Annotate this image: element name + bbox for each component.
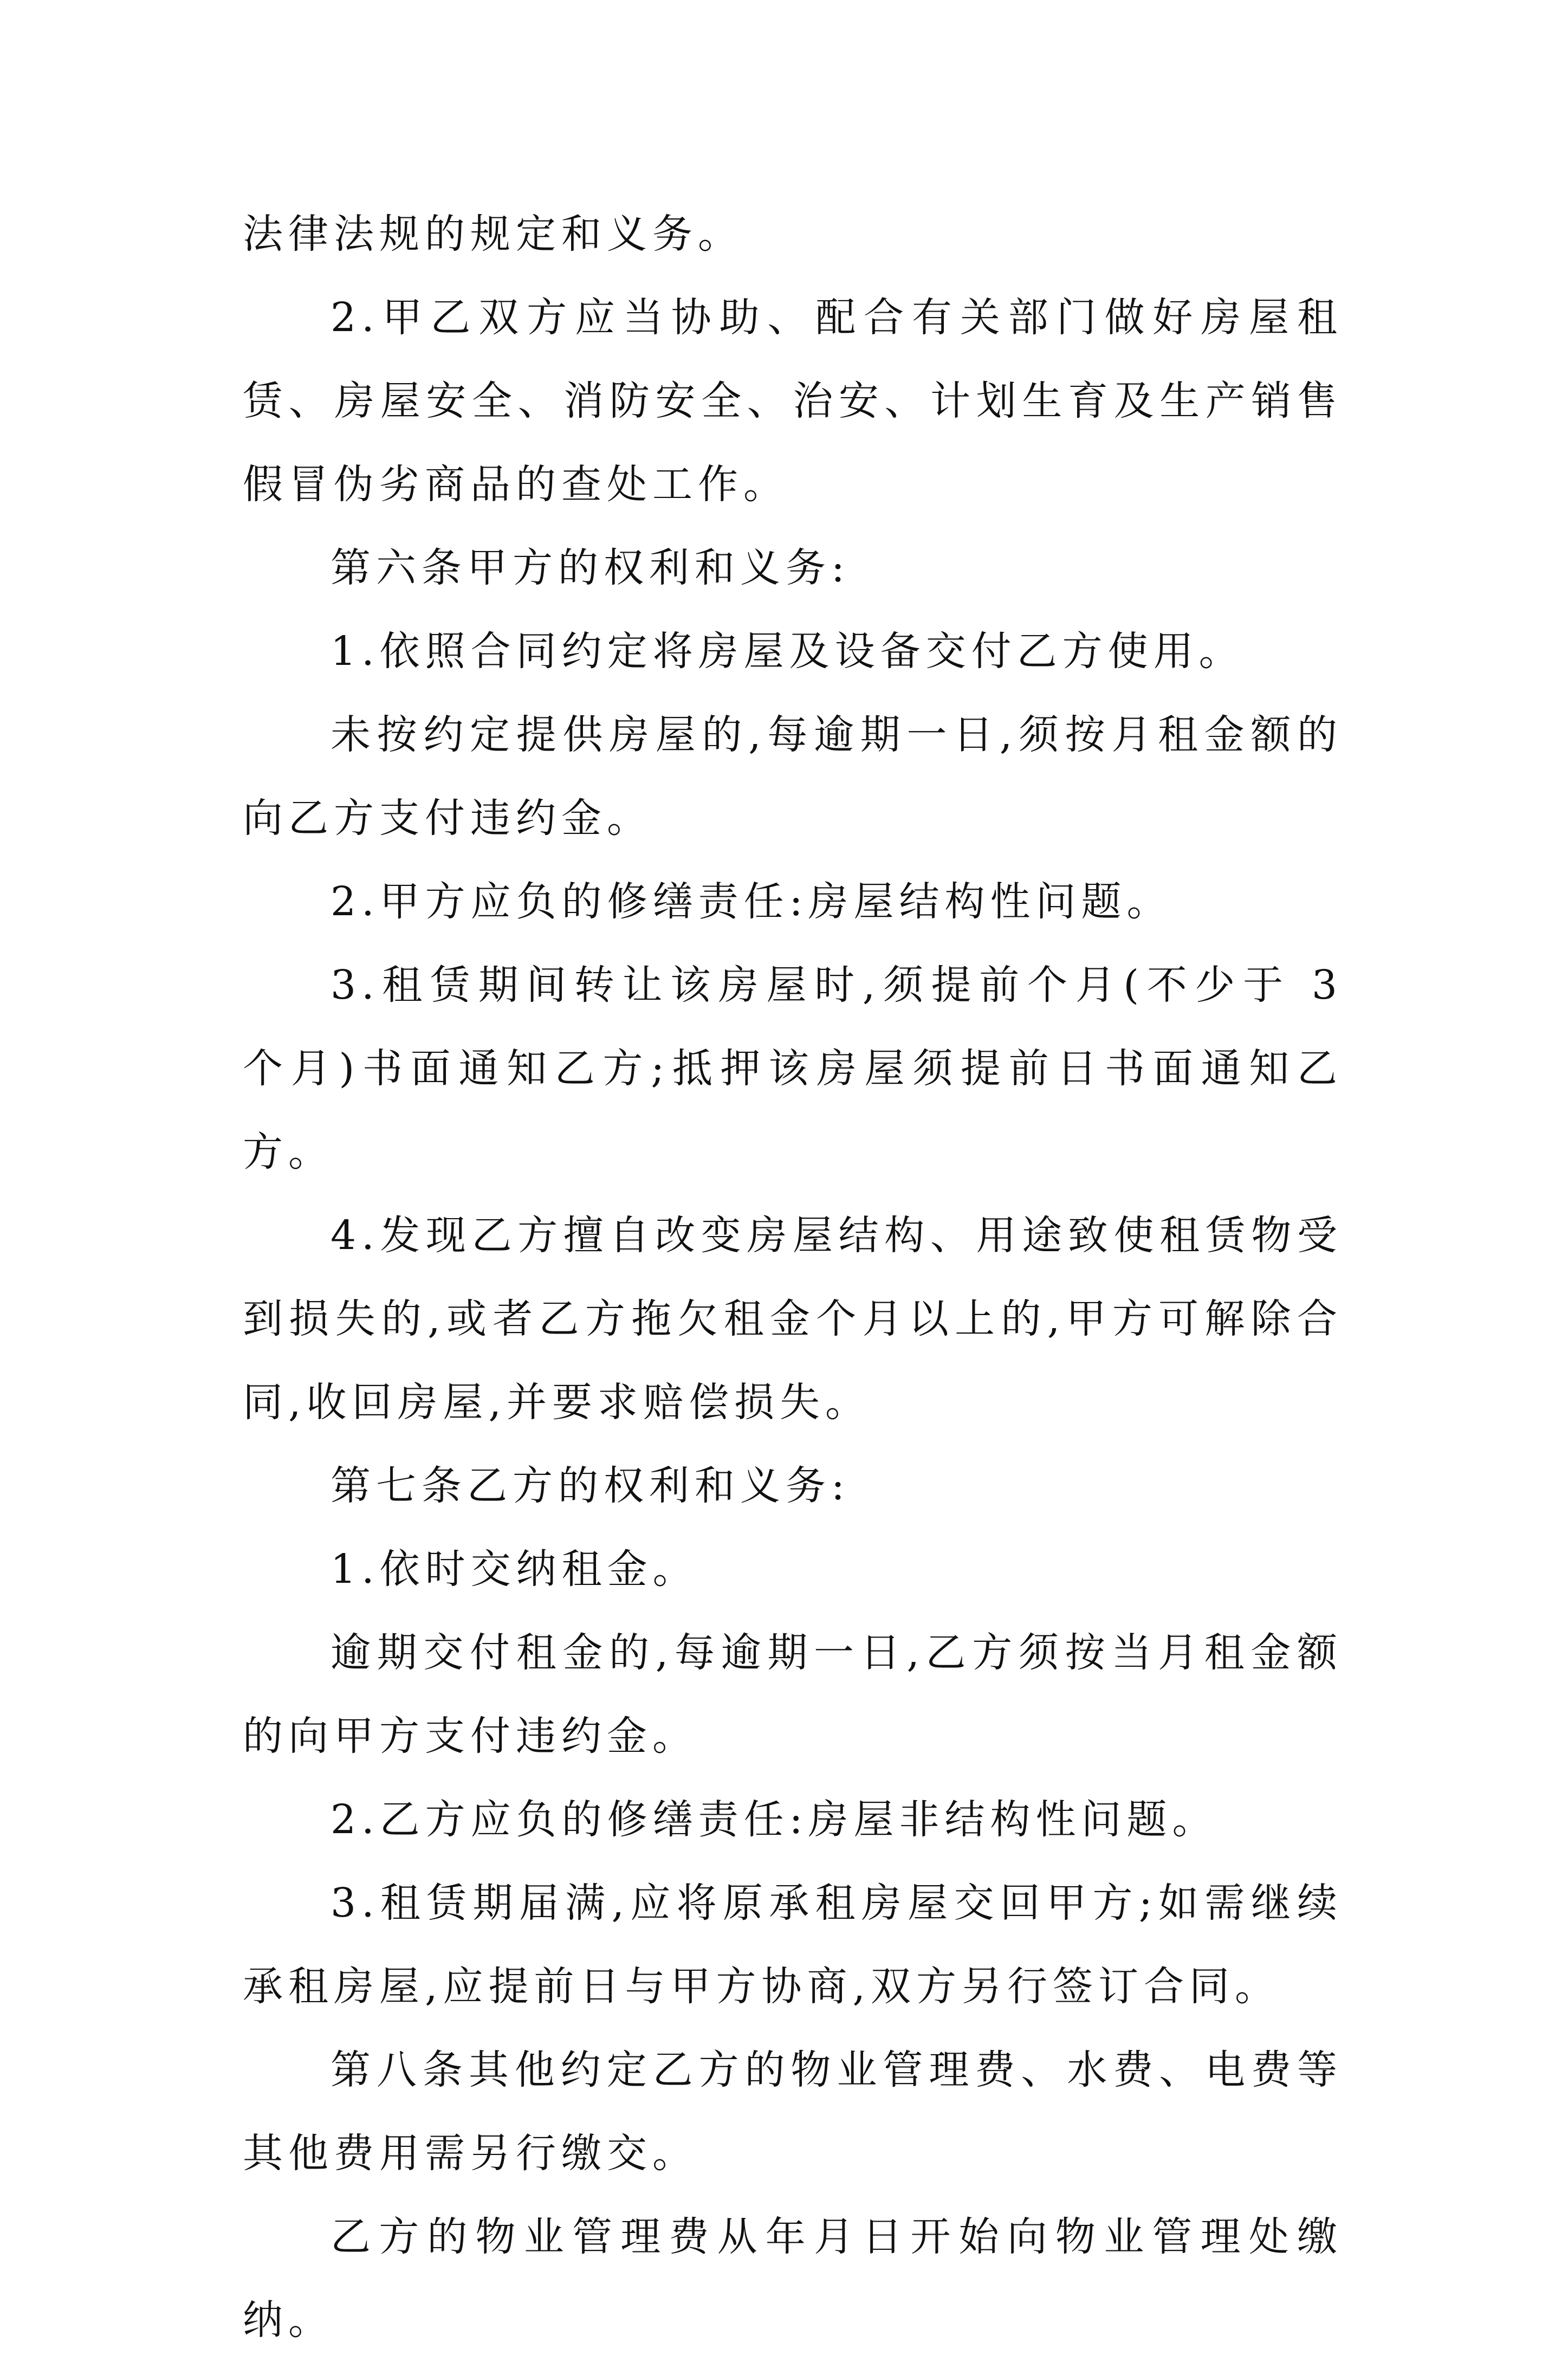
paragraph-clause-6-1-penalty: 未按约定提供房屋的,每逾期一日,须按月租金额的向乙方支付违约金。 bbox=[243, 711, 1343, 842]
paragraph-clause-7-1-penalty: 逾期交付租金的,每逾期一日,乙方须按当月租金额的向甲方支付违约金。 bbox=[243, 1629, 1343, 1759]
paragraph-clause-6-4: 4.发现乙方擅自改变房屋结构、用途致使租赁物受到损失的,或者乙方拖欠租金个月以上的,甲方可解除合同,收回房屋,并要求赔偿损失。 bbox=[243, 1212, 1343, 1426]
paragraph-clause-7-2: 2.乙方应负的修缮责任:房屋非结构性问题。 bbox=[331, 1796, 1218, 1843]
paragraph-continuation: 法律法规的规定和义务。 bbox=[243, 211, 743, 257]
paragraph-clause-7-3: 3.租赁期届满,应将原承租房屋交回甲方;如需继续承租房屋,应提前日与甲方协商,双方另行签订合同。 bbox=[243, 1880, 1343, 2010]
paragraph-clause-5-2: 2.甲乙双方应当协助、配合有关部门做好房屋租赁、房屋安全、消防安全、治安、计划生育及生产销售假冒伪劣商品的查处工作。 bbox=[243, 294, 1343, 508]
heading-article-6: 第六条甲方的权利和义务: bbox=[331, 545, 850, 591]
heading-article-8: 第八条其他约定乙方的物业管理费、水费、电费等其他费用需另行缴交。 bbox=[243, 2047, 1343, 2177]
paragraph-clause-7-1: 1.依时交纳租金。 bbox=[331, 1546, 698, 1593]
document-body bbox=[243, 192, 1343, 2362]
heading-article-7: 第七条乙方的权利和义务: bbox=[331, 1463, 850, 1509]
paragraph-clause-6-1: 1.依照合同约定将房屋及设备交付乙方使用。 bbox=[331, 628, 1245, 675]
paragraph-clause-6-2: 2.甲方应负的修缮责任:房屋结构性问题。 bbox=[331, 878, 1172, 925]
paragraph-property-fee: 乙方的物业管理费从年月日开始向物业管理处缴纳。 bbox=[243, 2214, 1343, 2344]
paragraph-clause-6-3: 3.租赁期间转让该房屋时,须提前个月(不少于 3 个月)书面通知乙方;抵押该房屋须提前日书面通知乙方。 bbox=[243, 962, 1343, 1175]
